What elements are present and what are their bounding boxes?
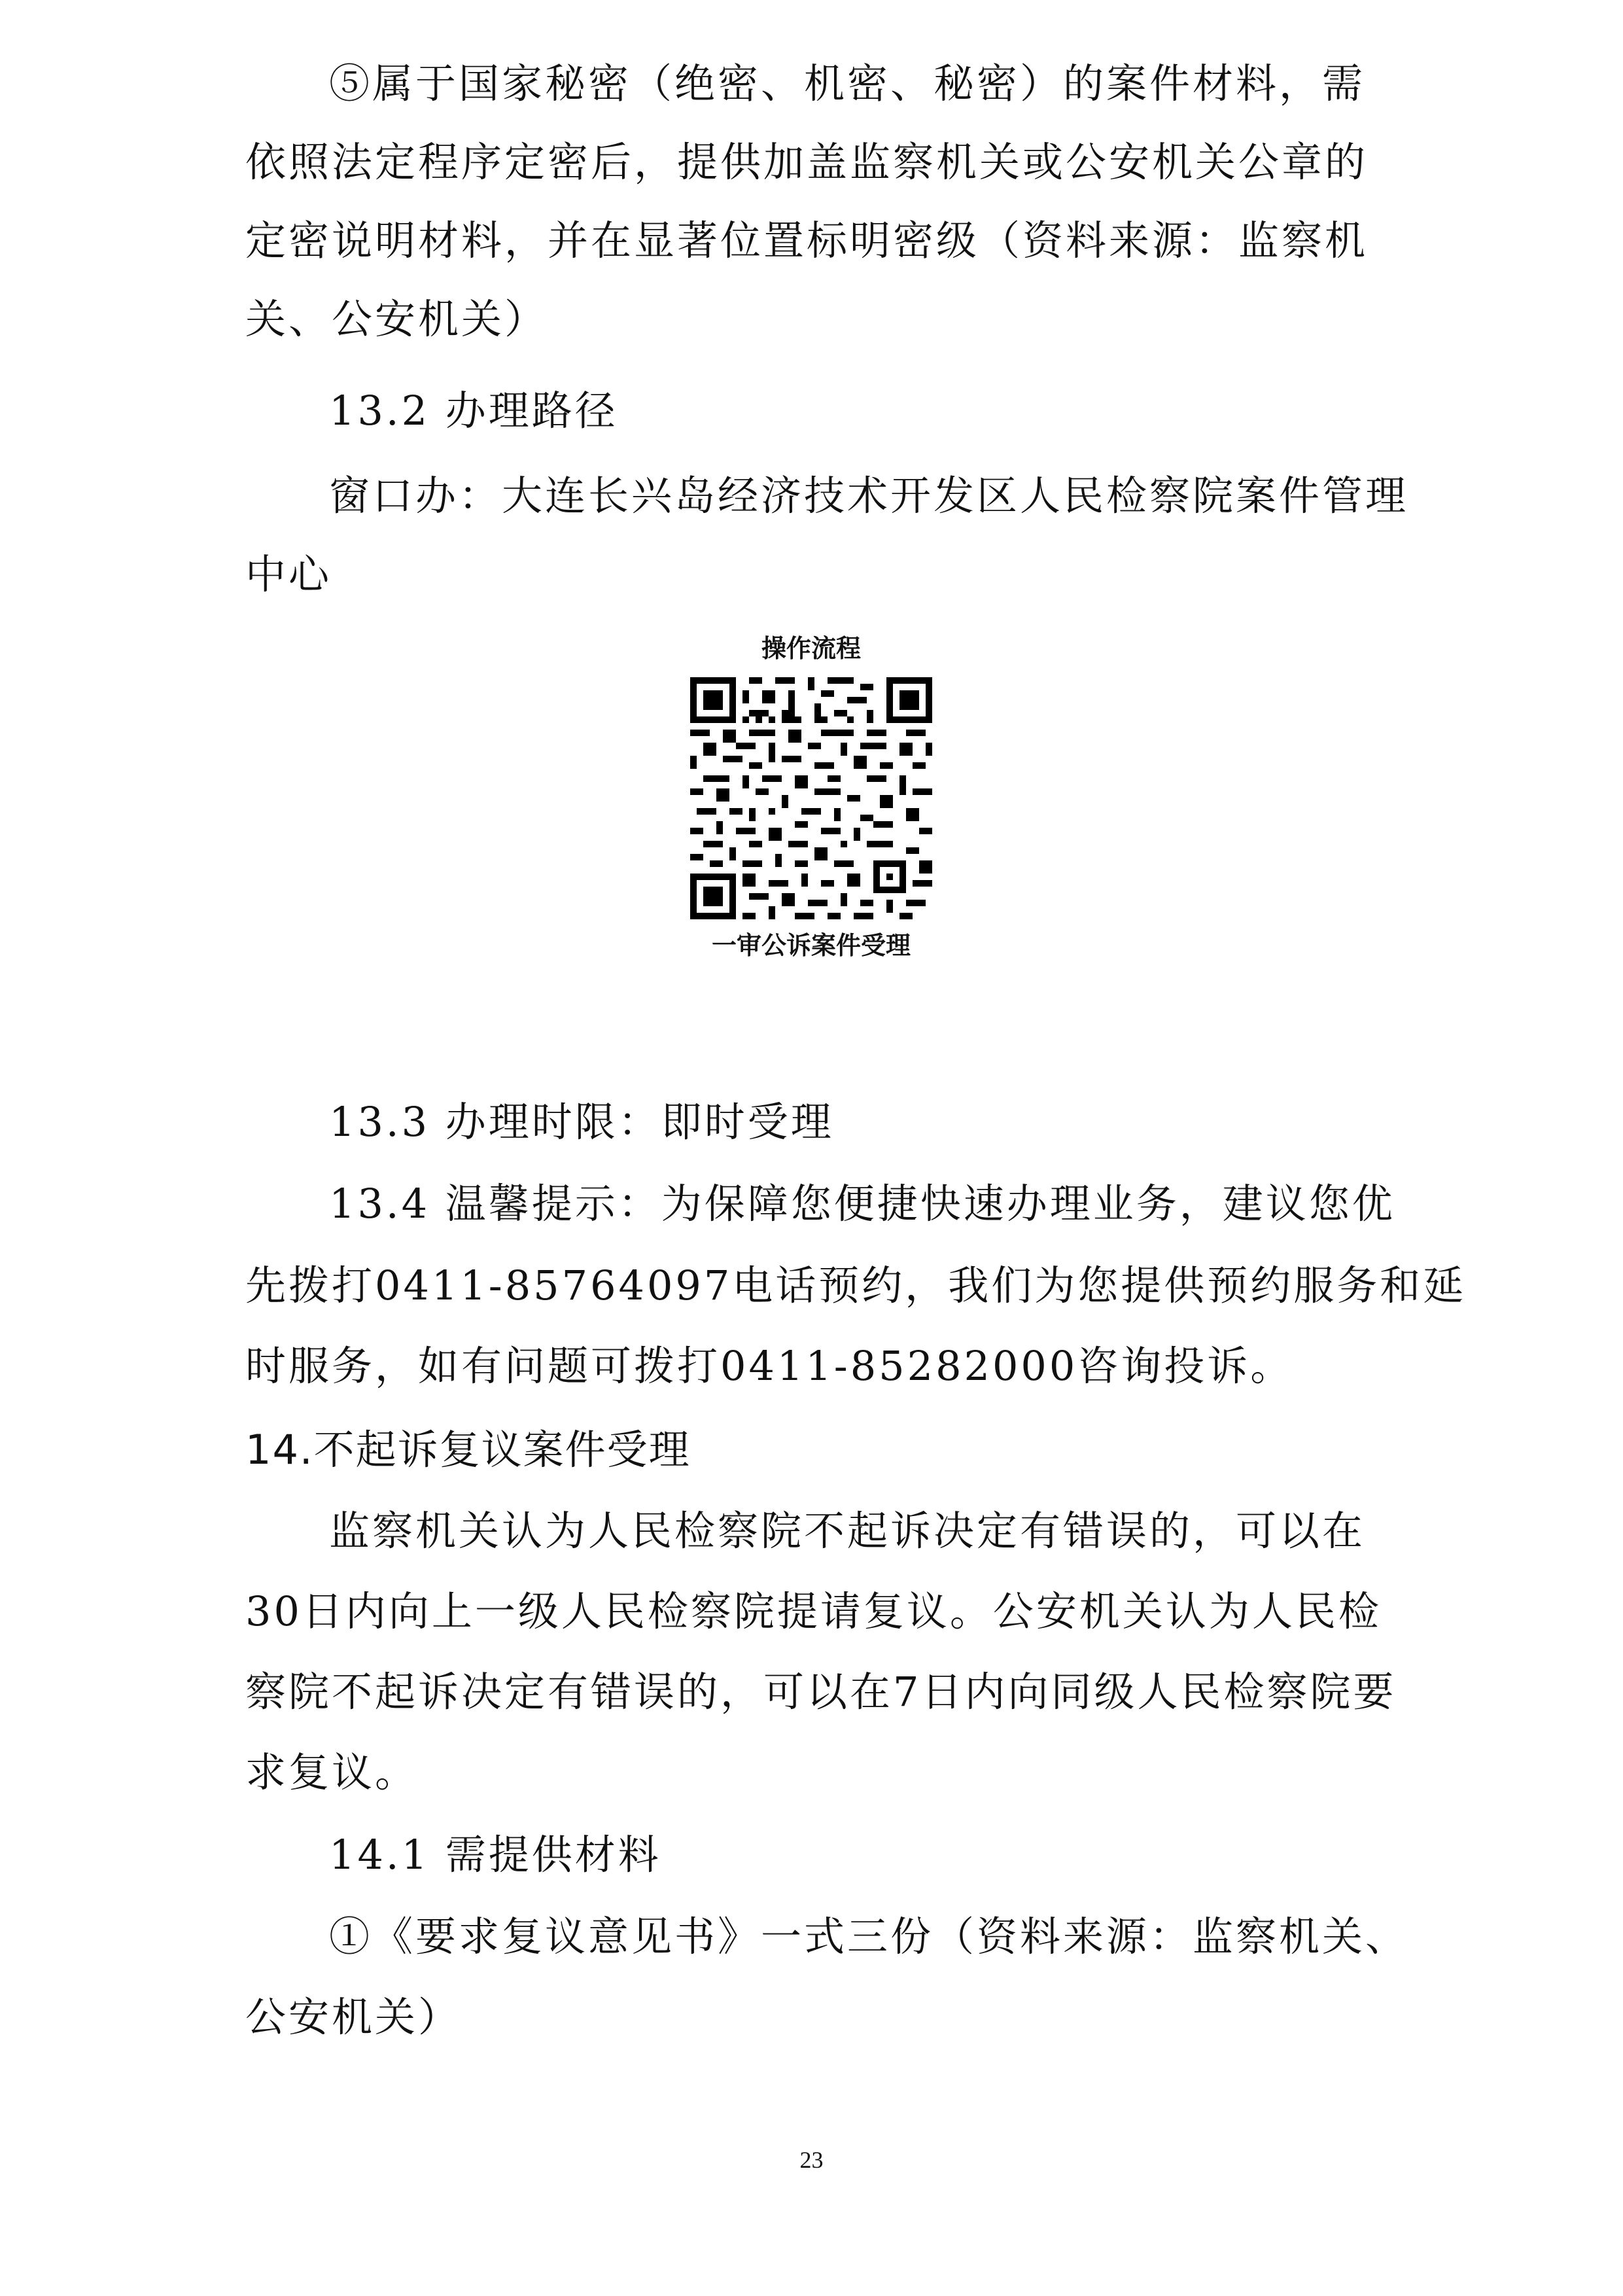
text-line: ⑤属于国家秘密（绝密、机密、秘密）的案件材料，需 xyxy=(329,60,1366,107)
qr-title: 操作流程 xyxy=(761,634,861,663)
text-line: ①《要求复议意见书》一式三份（资料来源：监察机关、 xyxy=(329,1913,1409,1960)
text-line: 先拨打0411-85764097电话预约，我们为您提供预约服务和延 xyxy=(245,1262,1467,1309)
text-line: 依照法定程序定密后，提供加盖监察机关或公安机关公章的 xyxy=(245,138,1369,186)
qr-block xyxy=(680,631,942,963)
text-line: 求复议。 xyxy=(245,1748,419,1796)
text-line: 关、公安机关） xyxy=(245,295,548,343)
section-14-1-title: 14.1 需提供材料 xyxy=(329,1831,661,1879)
page-number: 23 xyxy=(799,2147,824,2173)
section-14-heading: 14.不起诉复议案件受理 xyxy=(245,1426,691,1474)
text-line: 时服务，如有问题可拨打0411-85282000咨询投诉。 xyxy=(245,1342,1294,1390)
text-line: 察院不起诉决定有错误的，可以在7日内向同级人民检察院要 xyxy=(245,1668,1397,1716)
text-line: 监察机关认为人民检察院不起诉决定有错误的，可以在 xyxy=(329,1507,1366,1555)
text-line: 30日内向上一级人民检察院提请复议。公安机关认为人民检 xyxy=(245,1587,1382,1635)
section-13-3: 13.3 办理时限：即时受理 xyxy=(329,1098,834,1146)
text-line: 中心 xyxy=(245,550,332,598)
text-line: 窗口办：大连长兴岛经济技术开发区人民检察院案件管理 xyxy=(329,472,1409,520)
qr-caption: 一审公诉案件受理 xyxy=(711,931,911,960)
text-line: 定密说明材料，并在显著位置标明密级（资料来源：监察机 xyxy=(245,217,1369,264)
text-line: 公安机关） xyxy=(245,1993,462,2041)
section-13-2-title: 13.2 办理路径 xyxy=(329,387,618,434)
qr-code-icon xyxy=(690,677,932,919)
text-line: 13.4 温馨提示：为保障您便捷快速办理业务，建议您优 xyxy=(329,1180,1395,1227)
